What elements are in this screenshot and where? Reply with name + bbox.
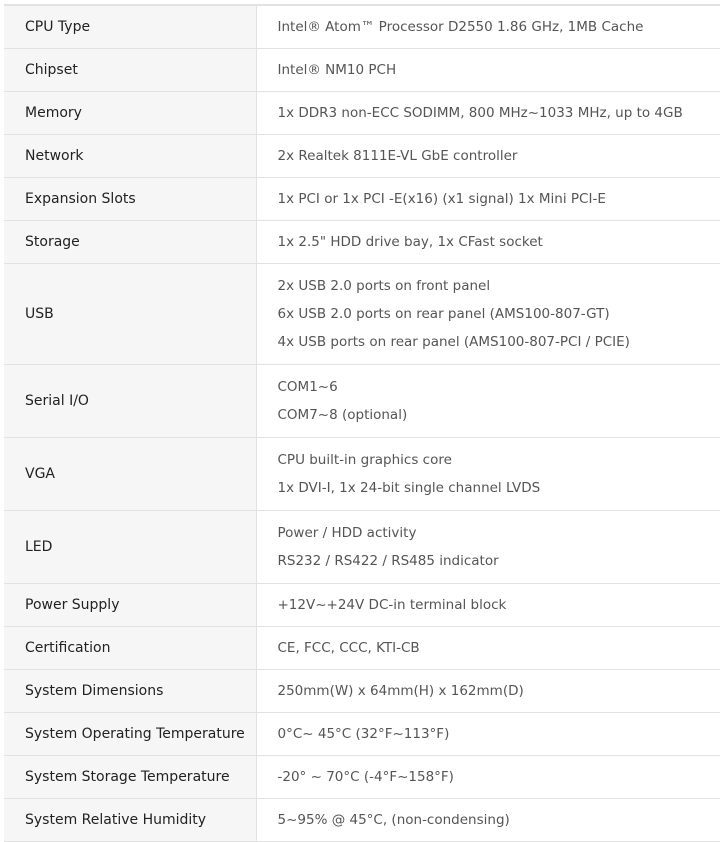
spec-label: Chipset: [4, 48, 256, 91]
spec-row: [4, 755, 720, 798]
spec-label: Storage: [4, 220, 256, 263]
spec-value: [256, 364, 720, 437]
spec-label: Expansion Slots: [4, 177, 256, 220]
spec-label: LED: [4, 510, 256, 583]
spec-row: [4, 626, 720, 669]
spec-label: CPU Type: [4, 5, 256, 48]
spec-label: USB: [4, 263, 256, 364]
spec-value-line: 0°C~ 45°C (32°F~113°F): [278, 720, 720, 748]
spec-row: [4, 48, 720, 91]
spec-value-line: COM7~8 (optional): [278, 401, 720, 429]
spec-table-body: [4, 5, 720, 841]
spec-row: [4, 437, 720, 510]
spec-value: [256, 5, 720, 48]
spec-value-line: 2x Realtek 8111E-VL GbE controller: [278, 142, 720, 170]
spec-value-line: 1x 2.5" HDD drive bay, 1x CFast socket: [278, 228, 720, 256]
spec-value-line: 5~95% @ 45°C, (non-condensing): [278, 806, 720, 834]
spec-value: [256, 48, 720, 91]
spec-value: [256, 510, 720, 583]
spec-label: System Storage Temperature: [4, 755, 256, 798]
spec-value: [256, 626, 720, 669]
spec-label: System Dimensions: [4, 669, 256, 712]
spec-value: [256, 263, 720, 364]
spec-value-line: 4x USB ports on rear panel (AMS100-807-PCI / PCIE): [278, 328, 720, 356]
spec-value: [256, 134, 720, 177]
spec-row: [4, 134, 720, 177]
spec-row: [4, 583, 720, 626]
spec-label: VGA: [4, 437, 256, 510]
spec-value: [256, 669, 720, 712]
spec-row: [4, 364, 720, 437]
spec-value-line: CE, FCC, CCC, KTI-CB: [278, 634, 720, 662]
spec-table: [4, 4, 720, 842]
spec-value-line: 6x USB 2.0 ports on rear panel (AMS100-807-GT): [278, 300, 720, 328]
spec-value-line: 2x USB 2.0 ports on front panel: [278, 272, 720, 300]
spec-value: [256, 177, 720, 220]
spec-value-line: Intel® NM10 PCH: [278, 56, 720, 84]
spec-value: [256, 220, 720, 263]
spec-value-line: +12V~+24V DC-in terminal block: [278, 591, 720, 619]
spec-label: System Relative Humidity: [4, 798, 256, 841]
spec-value-line: Power / HDD activity: [278, 519, 720, 547]
spec-value-line: Intel® Atom™ Processor D2550 1.86 GHz, 1MB Cache: [278, 13, 720, 41]
spec-label: Serial I/O: [4, 364, 256, 437]
spec-row: [4, 220, 720, 263]
spec-value: [256, 712, 720, 755]
spec-value: [256, 755, 720, 798]
spec-row: [4, 91, 720, 134]
spec-row: [4, 5, 720, 48]
spec-row: [4, 712, 720, 755]
spec-label: Certification: [4, 626, 256, 669]
spec-row: [4, 798, 720, 841]
spec-label: Power Supply: [4, 583, 256, 626]
spec-value: [256, 798, 720, 841]
spec-label: Memory: [4, 91, 256, 134]
spec-value-line: 1x DVI-I, 1x 24-bit single channel LVDS: [278, 474, 720, 502]
spec-row: [4, 177, 720, 220]
spec-label: Network: [4, 134, 256, 177]
spec-row: [4, 263, 720, 364]
spec-value: [256, 437, 720, 510]
spec-value-line: CPU built-in graphics core: [278, 446, 720, 474]
spec-value-line: RS232 / RS422 / RS485 indicator: [278, 547, 720, 575]
spec-value-line: COM1~6: [278, 373, 720, 401]
spec-label: System Operating Temperature: [4, 712, 256, 755]
spec-row: [4, 510, 720, 583]
spec-row: [4, 669, 720, 712]
spec-value-line: 1x PCI or 1x PCI -E(x16) (x1 signal) 1x Mini PCI-E: [278, 185, 720, 213]
spec-value-line: 250mm(W) x 64mm(H) x 162mm(D): [278, 677, 720, 705]
spec-value: [256, 91, 720, 134]
spec-value: [256, 583, 720, 626]
spec-value-line: -20° ~ 70°C (-4°F~158°F): [278, 763, 720, 791]
spec-value-line: 1x DDR3 non-ECC SODIMM, 800 MHz~1033 MHz, up to 4GB: [278, 99, 720, 127]
